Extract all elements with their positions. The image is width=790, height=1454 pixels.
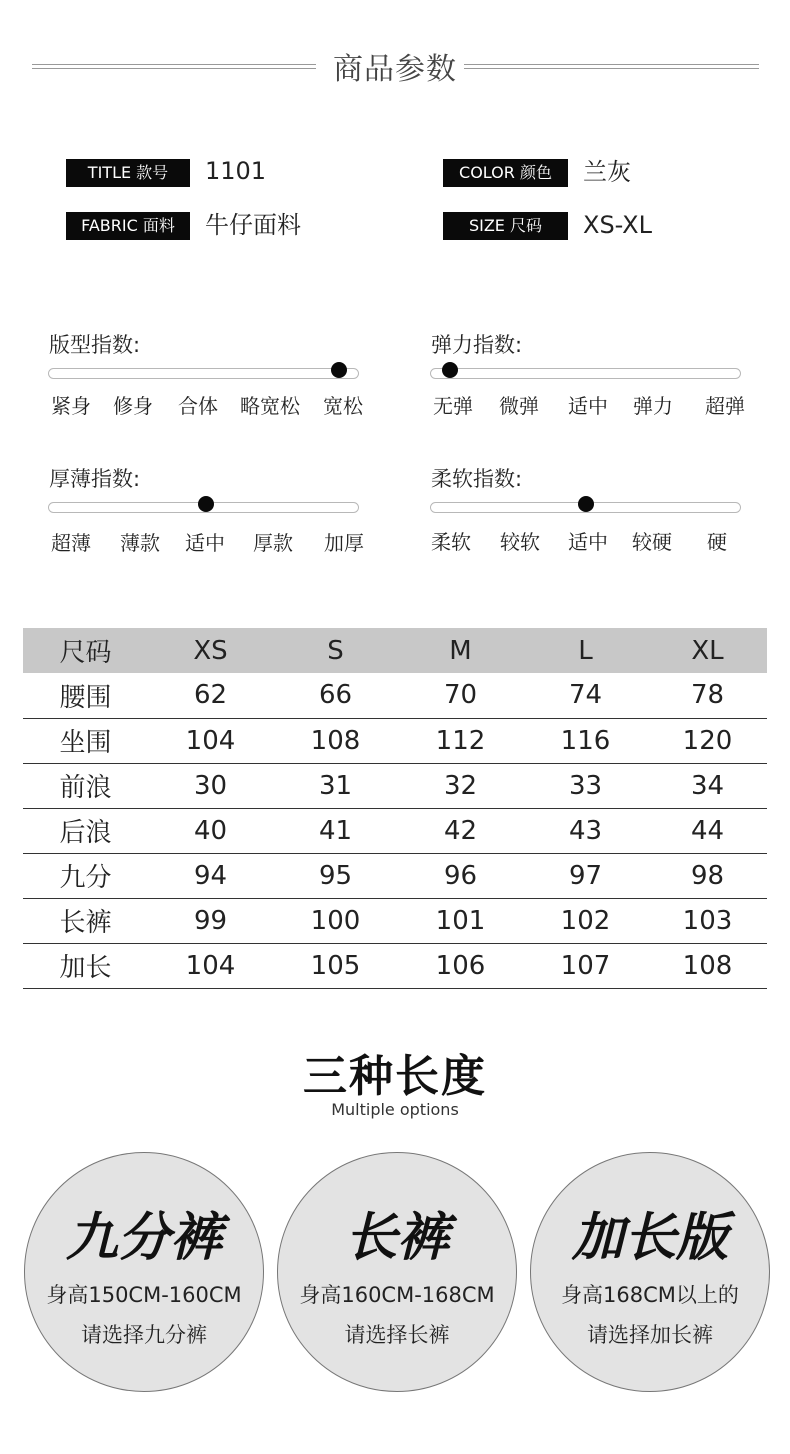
- table-row: [23, 673, 767, 718]
- length-option-hint: 请选择九分裤: [81, 1323, 207, 1347]
- index-knob-elasticity: [442, 362, 458, 378]
- header-cell: 尺码: [59, 638, 112, 668]
- row-label: 坐围: [59, 728, 112, 758]
- length-option-hint: 请选择长裤: [344, 1323, 450, 1347]
- table-row: [23, 853, 767, 898]
- index-level: 无弹: [433, 394, 473, 418]
- length-option-height: 身高160CM-168CM: [299, 1283, 495, 1307]
- index-level: 厚款: [253, 531, 293, 555]
- index-title-elasticity: 弹力指数:: [431, 333, 523, 357]
- index-title-softness: 柔软指数:: [431, 467, 523, 491]
- table-cell: 106: [435, 950, 486, 981]
- table-cell: 120: [682, 725, 733, 756]
- index-level: 合体: [178, 394, 218, 418]
- table-cell: 107: [560, 950, 611, 981]
- table-cell: 116: [560, 725, 611, 756]
- table-cell: 104: [185, 950, 236, 981]
- index-level: 加厚: [324, 531, 364, 555]
- param-value-color: 兰灰: [583, 158, 631, 186]
- row-label: 前浪: [59, 773, 112, 803]
- table-row: [23, 718, 767, 763]
- table-cell: 96: [443, 860, 478, 891]
- index-level: 较软: [500, 530, 540, 554]
- param-value-title: 1101: [205, 157, 267, 185]
- table-cell: 97: [568, 860, 603, 891]
- size-table-header: [23, 628, 767, 673]
- length-option-hint: 请选择加长裤: [587, 1323, 713, 1347]
- header-cell: XS: [193, 635, 228, 666]
- table-row: [23, 763, 767, 808]
- index-knob-softness: [578, 496, 594, 512]
- table-row: [23, 808, 767, 853]
- table-row: [23, 898, 767, 943]
- table-cell: 43: [568, 815, 603, 846]
- index-level: 较硬: [632, 530, 672, 554]
- header-cell: XL: [691, 635, 724, 666]
- table-cell: 30: [193, 770, 228, 801]
- table-cell: 102: [560, 905, 611, 936]
- row-label: 长裤: [59, 908, 112, 938]
- table-cell: 108: [682, 950, 733, 981]
- table-row: [23, 943, 767, 988]
- index-level: 适中: [568, 394, 608, 418]
- table-cell: 112: [435, 725, 486, 756]
- table-cell: 70: [443, 680, 478, 711]
- section-title-params: 商品参数: [333, 52, 457, 87]
- length-option-name: 长裤: [344, 1208, 449, 1268]
- table-cell: 78: [690, 680, 725, 711]
- param-tag-color: COLOR 颜色: [443, 159, 568, 187]
- param-tag-title: TITLE 款号: [66, 159, 190, 187]
- index-title-thickness: 厚薄指数:: [49, 467, 141, 491]
- index-level: 柔软: [431, 530, 471, 554]
- table-cell: 31: [318, 770, 353, 801]
- param-tag-size: SIZE 尺码: [443, 212, 568, 240]
- param-tag-fabric: FABRIC 面料: [66, 212, 190, 240]
- length-option-cropped: [24, 1152, 264, 1392]
- length-option-name: 九分裤: [65, 1208, 222, 1268]
- table-cell: 101: [435, 905, 486, 936]
- index-level: 紧身: [51, 394, 91, 418]
- index-track-fit: [48, 368, 359, 379]
- table-cell: 44: [690, 815, 725, 846]
- table-cell: 32: [443, 770, 478, 801]
- index-knob-thickness: [198, 496, 214, 512]
- index-level: 弹力: [633, 394, 673, 418]
- index-level: 微弹: [499, 394, 539, 418]
- row-label: 九分: [59, 863, 112, 893]
- table-cell: 99: [193, 905, 228, 936]
- table-cell: 98: [690, 860, 725, 891]
- row-label: 后浪: [59, 818, 112, 848]
- index-track-elasticity: [430, 368, 741, 379]
- table-cell: 103: [682, 905, 733, 936]
- table-cell: 74: [568, 680, 603, 711]
- lengths-title: 三种长度: [303, 1051, 487, 1102]
- index-level: 修身: [113, 394, 153, 418]
- index-level: 薄款: [120, 531, 160, 555]
- index-level: 硬: [707, 530, 727, 554]
- table-cell: 95: [318, 860, 353, 891]
- table-cell: 100: [310, 905, 361, 936]
- index-level: 超薄: [51, 531, 91, 555]
- table-cell: 104: [185, 725, 236, 756]
- index-title-fit: 版型指数:: [49, 333, 141, 357]
- length-option-extended: [530, 1152, 770, 1392]
- length-option-height: 身高168CM以上的: [561, 1283, 739, 1307]
- param-value-fabric: 牛仔面料: [205, 211, 301, 239]
- length-option-long: [277, 1152, 517, 1392]
- table-cell: 33: [568, 770, 603, 801]
- table-cell: 34: [690, 770, 725, 801]
- table-cell: 42: [443, 815, 478, 846]
- length-option-height: 身高150CM-160CM: [46, 1283, 242, 1307]
- table-cell: 66: [318, 680, 353, 711]
- header-cell: S: [327, 635, 344, 666]
- table-cell: 41: [318, 815, 353, 846]
- table-cell: 40: [193, 815, 228, 846]
- index-knob-fit: [331, 362, 347, 378]
- param-value-size: XS-XL: [583, 211, 652, 239]
- length-option-name: 加长版: [571, 1208, 728, 1268]
- index-level: 超弹: [705, 394, 745, 418]
- index-level: 宽松: [323, 394, 363, 418]
- size-table: [23, 628, 767, 989]
- index-level: 略宽松: [240, 394, 300, 418]
- table-cell: 62: [193, 680, 228, 711]
- header-cell: M: [449, 635, 472, 666]
- table-cell: 94: [193, 860, 228, 891]
- index-level: 适中: [568, 530, 608, 554]
- row-label: 腰围: [59, 682, 112, 713]
- row-label: 加长: [59, 953, 112, 983]
- index-level: 适中: [185, 531, 225, 555]
- header-cell: L: [578, 635, 593, 666]
- lengths-subtitle: Multiple options: [331, 1100, 459, 1119]
- table-cell: 108: [310, 725, 361, 756]
- table-cell: 105: [310, 950, 361, 981]
